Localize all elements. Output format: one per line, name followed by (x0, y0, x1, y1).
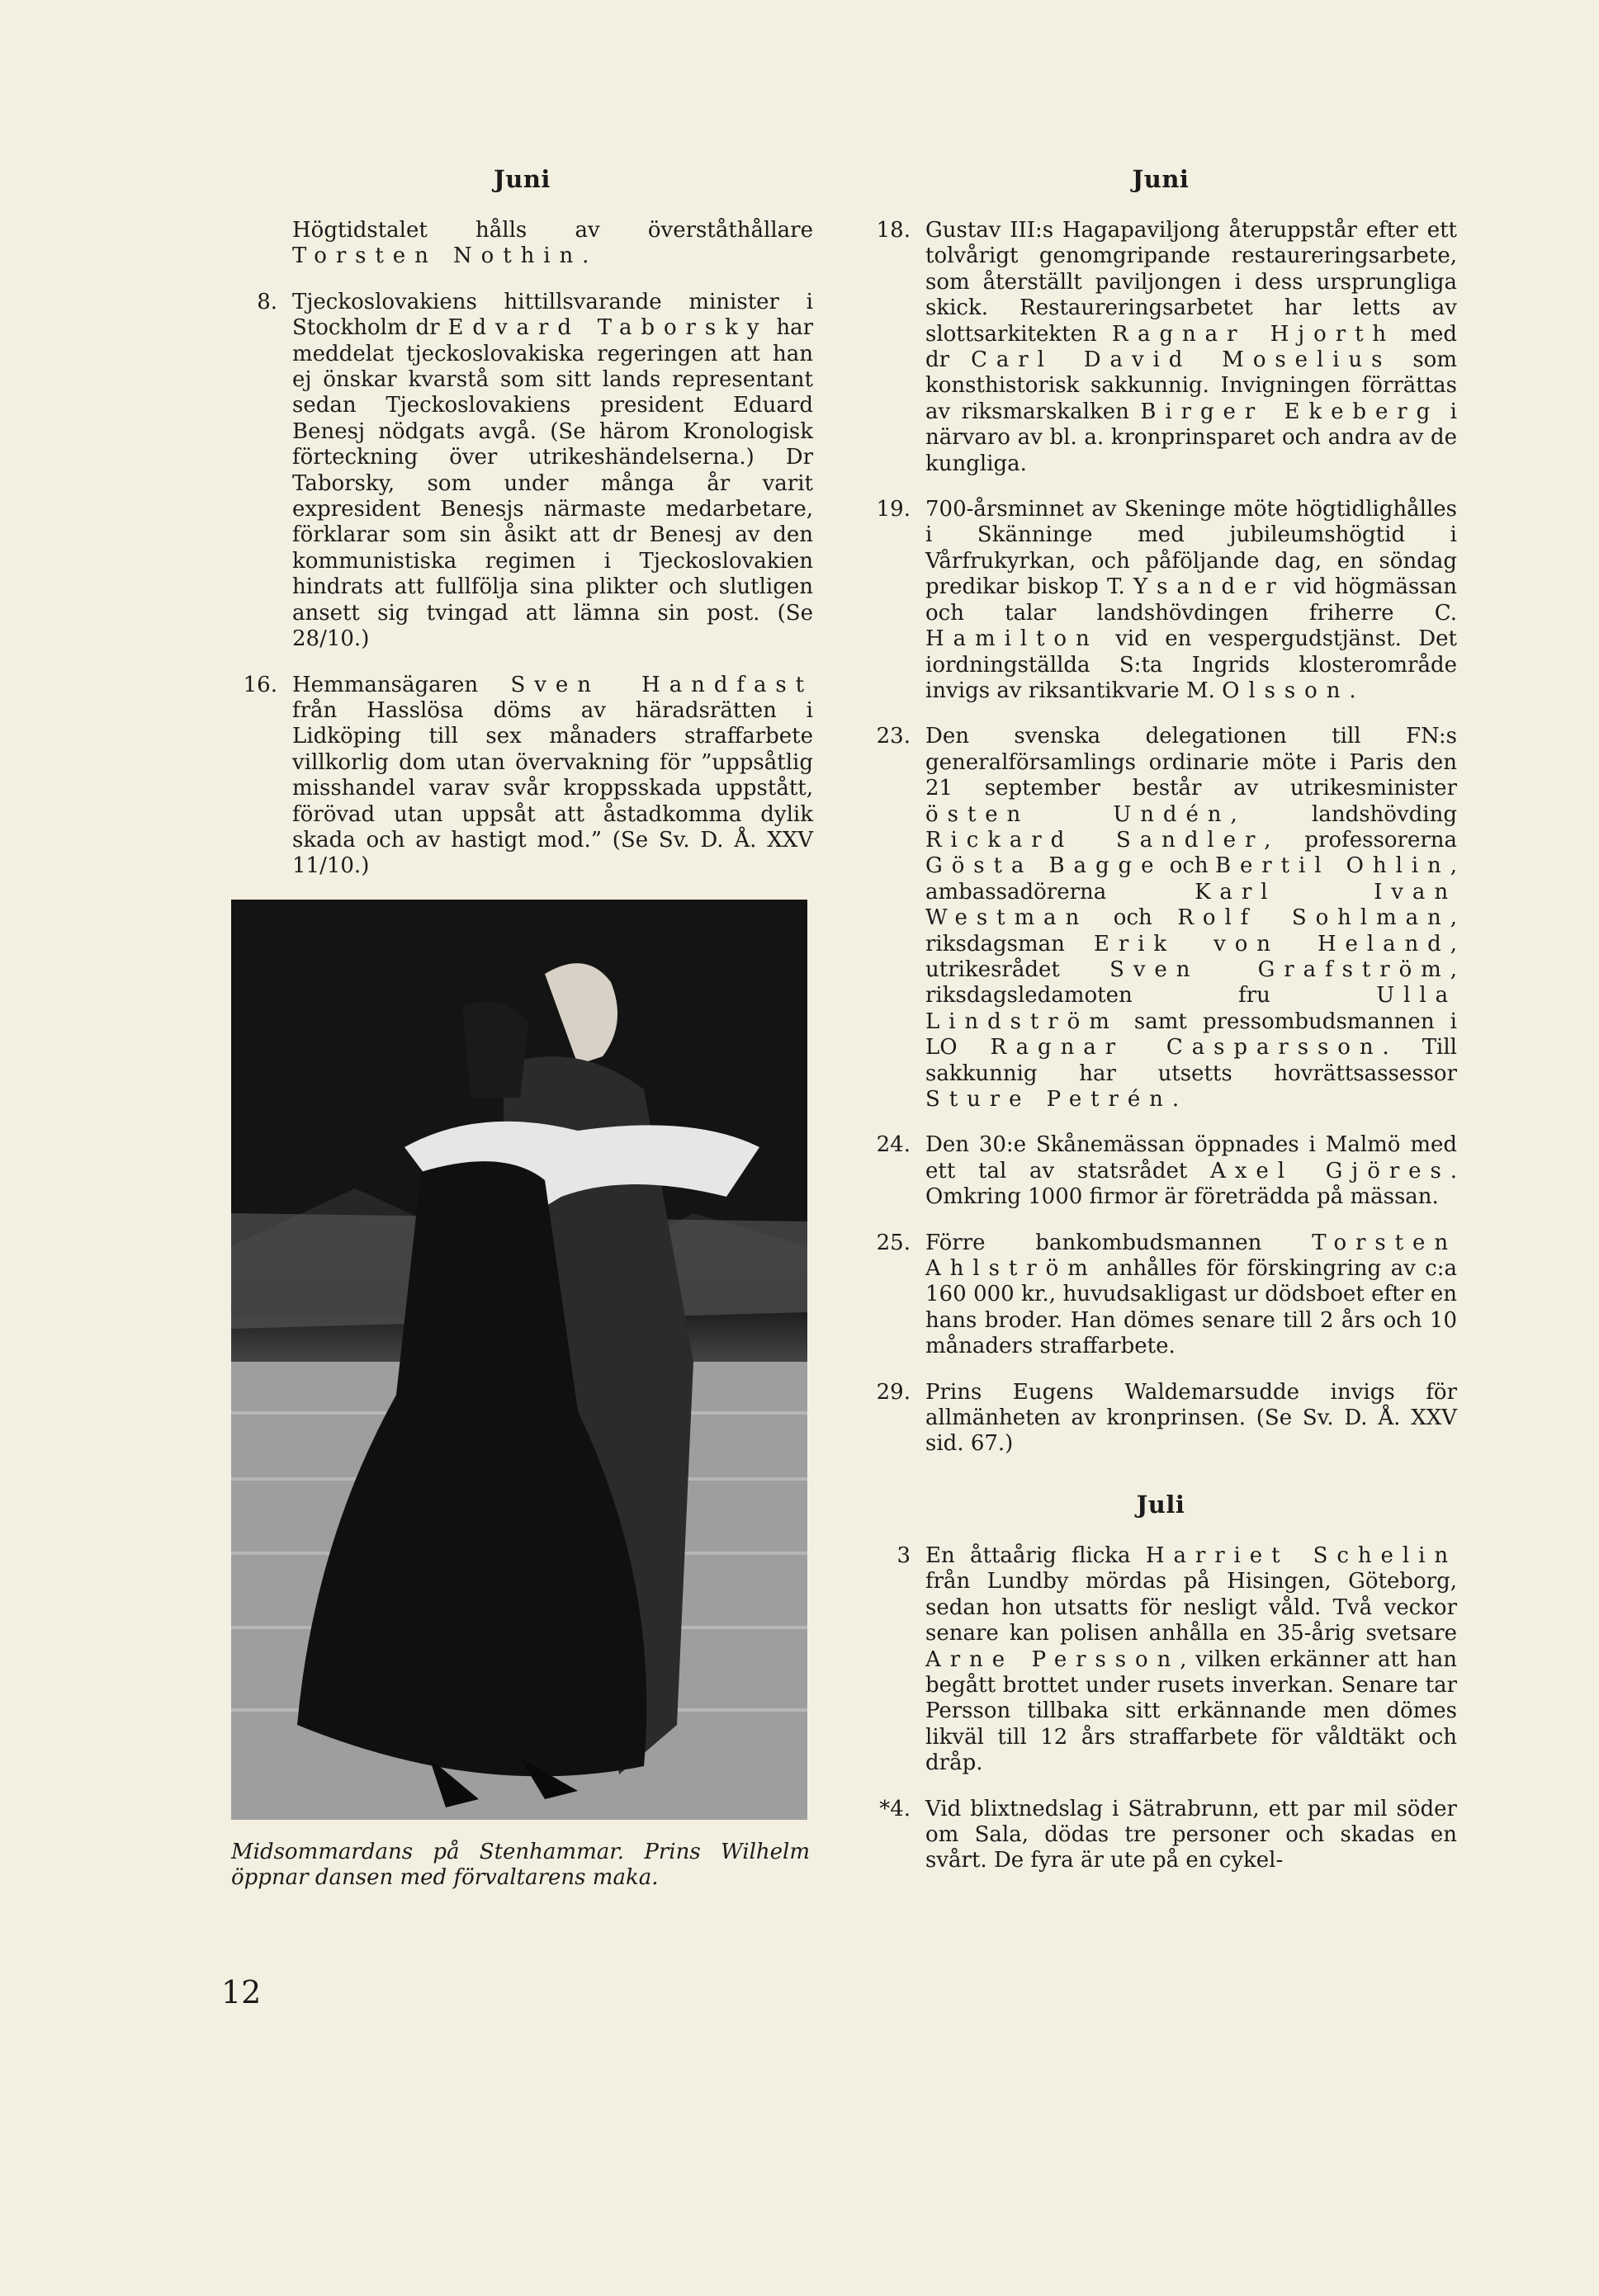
spaced-name: Sven Grafström (1109, 957, 1450, 982)
text-run: Tjeckoslovakiens hittillsvarande minister i Stockholm dr (292, 289, 813, 341)
entry-text (925, 724, 1457, 1113)
text-run: , vilken erkänner att han begått brottet under rusets inverkan. Senare tar Persson tillbaka sitt erkännande men dömes likväl till 12 års straffarbete för våldtäkt och dråp. (925, 1646, 1457, 1776)
entry-text (925, 1132, 1457, 1210)
text-run: En åttaårig flicka (925, 1542, 1146, 1568)
entry-day: 16. (243, 672, 277, 697)
spaced-name: östen Undén (925, 801, 1231, 827)
entry-text (925, 1797, 1457, 1874)
spaced-name: Axel Gjöres (1210, 1158, 1450, 1183)
text-run: Prins Eugens Waldemarsudde invigs för allmänheten av kronprinsen. (Se Sv. D. Å. XXV sid. 67.) (925, 1379, 1457, 1457)
text-run: Högtidstalet hålls av överståthållare (292, 218, 813, 243)
entry-text (292, 290, 813, 653)
month-heading-juli: Juli (1136, 1490, 1185, 1519)
photo-caption: Midsommardans på Stenhammar. Prins Wilhelm öppnar dansen med förvaltarens maka. (231, 1839, 810, 1890)
text-run: , landshövding (1230, 801, 1457, 827)
text-run: vid en vespergudstjänst. Det iordningställda S:ta Ingrids klosterområde invigs av riksantikvarie M. (925, 626, 1457, 703)
date-entry (864, 1797, 1457, 1874)
spaced-name: Ragnar Hjorth (1111, 321, 1396, 347)
entry-day: 18. (876, 218, 911, 243)
text-run: . Till sakkunnig har utsetts hovrättsassessor (925, 1035, 1457, 1086)
right-column (864, 165, 1457, 1894)
text-run: . (1171, 1087, 1180, 1112)
date-entry (864, 218, 1457, 477)
text-run: Hemmansägaren (292, 672, 511, 697)
entry-text (292, 673, 813, 880)
entry-text (925, 1231, 1457, 1360)
month-heading-right: Juni (1132, 165, 1190, 193)
right-entries (864, 218, 1457, 1457)
spaced-name: Gösta Bagge (925, 853, 1163, 879)
text-run: Gustav III:s Hagapaviljong återuppstår efter ett tolvårigt genomgripande restaureringsarbete, som återställt paviljongen i dess ursprungliga skick. Restaureringsarbetet har letts av slottsarkitekten (925, 218, 1457, 347)
dance-photo (231, 900, 807, 1820)
dance-photo-image (231, 900, 807, 1820)
text-run: från Lundby mördas på Hisingen, Göteborg, sedan hon utsatts för nesligt våld. Två veckor senare kan polisen anhålla en 35-årig svetsare (925, 1569, 1457, 1646)
left-column (231, 165, 813, 1891)
spaced-name: Sture Petrén (925, 1087, 1172, 1112)
entry-text (925, 218, 1457, 477)
text-run: och (1088, 905, 1178, 931)
spaced-name: Edvard Taborsky (447, 315, 769, 341)
spaced-name: Ulla Lindström (925, 983, 1457, 1034)
date-entry (864, 724, 1457, 1113)
entry-day: 23. (876, 724, 911, 749)
spaced-name: Ragnar Casparsson (990, 1035, 1383, 1061)
text-run: , riksdagsledamoten fru (925, 957, 1457, 1009)
entry-day: *4. (879, 1796, 911, 1821)
spaced-name: Ysander (1133, 574, 1285, 600)
date-entry (231, 290, 813, 653)
date-entry (864, 1231, 1457, 1360)
spaced-name: Bertil Ohlin (1214, 853, 1450, 879)
spaced-name: Torsten Ahlström (925, 1230, 1457, 1282)
entry-day: 25. (876, 1230, 911, 1255)
spaced-name: Rolf Sohlman (1177, 905, 1450, 931)
spaced-name: Sven Handfast (510, 672, 813, 697)
entry-day: 19. (876, 497, 911, 522)
entry-day: 29. (876, 1379, 911, 1405)
text-run: med dr (925, 321, 1457, 373)
text-run: Förre bankombudsmannen (925, 1230, 1313, 1255)
spaced-name: Carl David Moselius (971, 347, 1392, 373)
entry-text (292, 218, 813, 270)
text-run: , riksdagsman (925, 905, 1457, 957)
month-heading-left: Juni (494, 165, 551, 193)
text-run: Den svenska delegationen till FN:s generalförsamlings ordinarie möte i Paris den 21 september består av utrikesminister (925, 724, 1457, 801)
entry-day: 8. (257, 289, 277, 314)
date-entry (864, 1132, 1457, 1210)
date-entry (231, 673, 813, 880)
entry-text (925, 497, 1457, 704)
text-run: har meddelat tjeckoslovakiska regeringen att han ej önskar kvarstå som sitt lands representant sedan Tjeckoslovakiens president Eduard Benesj nödgats avgå. (Se härom Kronologisk förteckning över utrikeshändelserna.) Dr Taborsky, som under många år varit expresident Benesjs närmaste medarbetare, förklarar som sin åsikt att dr Benesj av den kommunistiska regimen i Tjeckoslovakien hindrats att fullfölja sina plikter och slutligen ansett sig tvingad att lämna sin post. (Se 28/10.) (292, 315, 813, 652)
spaced-name: Karl Ivan Westman (925, 879, 1457, 931)
spaced-name: Birger Ekeberg (1140, 399, 1440, 424)
text-run: . (582, 243, 589, 269)
entry-day: 3 (896, 1542, 911, 1568)
entry-day-blank (231, 218, 292, 270)
text-run: . (1349, 678, 1356, 703)
text-run: . Omkring 1000 firmor är företrädda på mässan. (925, 1158, 1457, 1210)
date-entry (864, 497, 1457, 704)
text-run: och (1162, 853, 1215, 879)
entry-day: 24. (876, 1132, 911, 1158)
intro-paragraph (231, 218, 813, 270)
text-run: från Hasslösa döms av häradsrätten i Lidköping till sex månaders straffarbete villkorlig dom utan övervakning för ”uppsåtlig misshandel varav svår kroppsskada uppstått, förövad utan uppsåt att åstadkomma dylik skada och av hastigt mod.” (Se Sv. D. Å. XXV 11/10.) (292, 697, 813, 879)
left-entries (231, 290, 813, 880)
text-run: , utrikesrådet (925, 931, 1457, 982)
spaced-name: Hamilton (925, 626, 1099, 652)
text-run: som konsthistorisk sakkunnig. Invigningen förrättas av riksmarskalken (925, 347, 1457, 424)
text-run: Vid blixtnedslag i Sätrabrunn, ett par mil söder om Sala, dödas tre personer och skadas en svårt. De fyra är ute på en cykel- (925, 1796, 1457, 1873)
text-run: vid högmässan och talar landshövdingen friherre C. (925, 574, 1457, 626)
text-run: , ambassadörerna (925, 853, 1457, 905)
spaced-name: Rickard Sandler (925, 827, 1265, 853)
text-run: Den 30:e Skånemässan öppnades i Malmö med ett tal av statsrådet (925, 1132, 1457, 1183)
spaced-name: Torsten Nothin (292, 243, 583, 269)
spaced-name: Arne Persson (925, 1646, 1180, 1672)
text-run: anhålles för förskingring av c:a 160 000 kr., huvudsakligast ur dödsboet efter en hans broder. Han dömes senare till 2 års och 10 månaders straffarbete. (925, 1256, 1457, 1359)
text-run: 700-årsminnet av Skeninge möte högtidlighålles i Skänninge med jubileumshögtid i Vårfrukyrkan, och påföljande dag, en söndag predikar biskop T. (925, 497, 1457, 600)
spaced-name: Erik von Heland (1093, 931, 1450, 957)
date-entry (864, 1380, 1457, 1457)
right-entries-juli (864, 1543, 1457, 1874)
text-run: , professorerna (1264, 827, 1457, 853)
text-run: i närvaro av bl. a. kronprinsparet och andra av de kungliga. (925, 399, 1457, 476)
spaced-name: Olsson (1222, 678, 1350, 703)
entry-text (925, 1380, 1457, 1457)
spaced-name: Harriet Schelin (1145, 1542, 1457, 1568)
page-number: 12 (221, 1974, 262, 2010)
entry-text (925, 1543, 1457, 1777)
text-run: samt pressombudsmannen i LO (925, 1009, 1457, 1061)
date-entry (864, 1543, 1457, 1777)
